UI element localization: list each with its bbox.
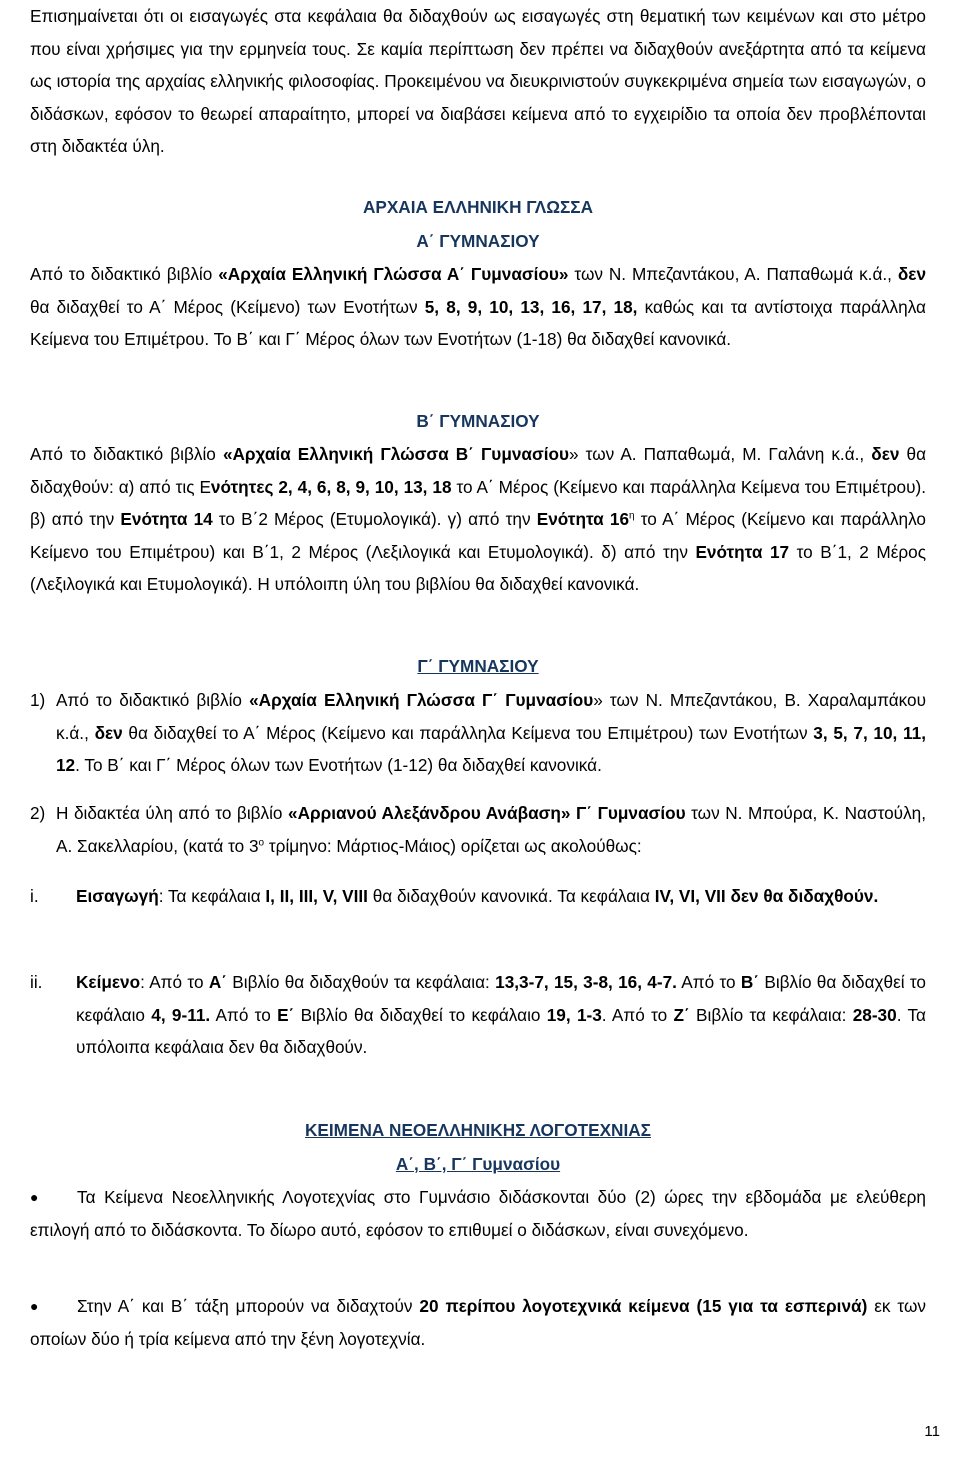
subitem-ii-text-6: Βιβλίο θα διδαχθεί το κεφάλαιο <box>294 1004 547 1025</box>
subitem-ii-number: ii. <box>30 972 43 992</box>
subitem-ii-chapters-a: 13,3-7, 15, 3-8, 16, 4-7. <box>495 972 677 992</box>
class-b-heading-text: Β΄ ΓΥΜΝΑΣΙΟΥ <box>416 411 540 431</box>
subitem-ii-book-b: Β΄ <box>740 972 760 992</box>
literature-subheading <box>30 1148 926 1181</box>
class-c-item-2-text-2: των Ν. Μπούρα, Κ. Ναστούλη, Α. Σακελλαρίου, (κατά το 3 <box>56 803 926 856</box>
subitem-ii-text-2: Βιβλίο θα διδαχθούν τα κεφάλαια: <box>226 972 496 992</box>
class-c-item-1-units: 3, 5, 7, 10, 11, 12 <box>56 722 926 775</box>
class-b-superscript: η <box>629 510 635 522</box>
literature-bullet-1 <box>30 1181 926 1246</box>
class-a-paragraph <box>30 258 926 356</box>
class-a-text-2: των Ν. Μπεζαντάκου, Α. Παπαθωμά κ.ά., <box>568 264 898 284</box>
class-c-item-2-text-1: Η διδακτέα ύλη από το βιβλίο <box>56 803 289 823</box>
literature-bullet-1-text: Τα Κείμενα Νεοελληνικής Λογοτεχνίας στο Γυμνάσιο διδάσκονται δύο (2) ώρες την εβδομάδα με ελεύθερη επιλογή από το διδάσκοντα. Το δίωρο αυτό, εφόσον το επιθυμεί ο διδάσκων, είναι συνεχόμενο. <box>30 1187 926 1240</box>
class-c-item-2-text <box>30 797 926 862</box>
bullet-icon: ● <box>30 1298 39 1314</box>
subitem-ii-text-1: : Από το <box>140 972 209 992</box>
class-b-heading <box>30 405 926 438</box>
class-a-not: δεν <box>897 264 926 284</box>
class-c-item-1-text-2: » των Ν. Μπεζαντάκου, Β. Χαραλαμπάκου κ.ά., <box>56 690 926 743</box>
section-heading-literature <box>30 1114 926 1147</box>
class-b-book-title: «Αρχαία Ελληνική Γλώσσα Β΄ Γυμνασίου <box>222 444 569 464</box>
class-b-units: νότητες 2, 4, 6, 8, 9, 10, 13, 18 <box>210 476 452 497</box>
literature-bullet-2 <box>30 1290 926 1355</box>
literature-heading: ΚΕΙΜΕΝΑ ΝΕΟΕΛΛΗΝΙΚΗΣ ΛΟΓΟΤΕΧΝΙΑΣ <box>305 1120 651 1140</box>
class-b-unit-17: Ενότητα 17 <box>695 541 790 562</box>
class-a-book-title: «Αρχαία Ελληνική Γλώσσα Α΄ Γυμνασίου» <box>218 264 569 284</box>
class-b-text-7: το Β΄1, 2 Μέρος (Λεξιλογικά και Ετυμολογικά). Η υπόλοιπη ύλη του βιβλίου θα διδαχθεί κανονικά. <box>30 541 926 594</box>
ancient-greek-heading: ΑΡΧΑΙΑ ΕΛΛΗΝΙΚΗ ΓΛΩΣΣΑ <box>362 197 594 217</box>
intro-paragraph <box>30 0 926 163</box>
subitem-ii-chapters-e: 19, 1-3 <box>546 1004 602 1025</box>
class-b-text-1: Από το διδακτικό βιβλίο <box>30 444 223 464</box>
class-b-paragraph <box>30 438 926 601</box>
class-c-item-1-text <box>30 684 926 782</box>
literature-bullet-2-text-2: εκ των οποίων δύο ή τρία κείμενα από την ξένη λογοτεχνία. <box>30 1296 926 1349</box>
class-c-item-1-number: 1) <box>30 690 46 710</box>
subitem-i-chapters: I, II, III, V, VIII <box>265 886 368 906</box>
subitem-ii-label: Κείμενο <box>76 972 141 992</box>
bullet-icon: ● <box>30 1189 39 1205</box>
class-c-item-2-text-3: τρίμηνο: Μάρτιος-Μάιος) ορίζεται ως ακολούθως: <box>264 835 642 856</box>
section-heading-ancient-greek <box>30 191 926 224</box>
subitem-ii-text-3: Από το <box>676 972 741 992</box>
class-a-text-3: θα διδαχθεί το Α΄ Μέρος (Κείμενο) των Ενοτήτων <box>30 296 425 317</box>
class-a-text-1: Από το διδακτικό βιβλίο <box>30 264 219 284</box>
class-c-item-1-text-4: . Το Β΄ και Γ΄ Μέρος όλων των Ενοτήτων (1-12) θα διδαχθεί κανονικά. <box>75 755 602 775</box>
subitem-ii-text-9: . Τα υπόλοιπα κεφάλαια δεν θα διδαχθούν. <box>76 1004 926 1057</box>
subitem-ii-text-8: Βιβλίο τα κεφάλαια: <box>689 1004 853 1025</box>
class-b-text-2: » των Α. Παπαθωμά, Μ. Γαλάνη κ.ά., <box>569 444 872 464</box>
subitem-ii-text-5: Από το <box>210 1004 278 1025</box>
class-a-units: 5, 8, 9, 10, 13, 16, 17, 18, <box>424 296 638 317</box>
class-c-item-2 <box>30 797 926 862</box>
class-c-heading-text: Γ΄ ΓΥΜΝΑΣΙΟΥ <box>417 656 539 676</box>
page-number: 11 <box>924 1423 940 1440</box>
subitem-i-number: i. <box>30 886 39 906</box>
class-b-unit-14: Ενότητα 14 <box>120 509 213 529</box>
class-c-item-2-superscript: ο <box>258 836 265 848</box>
class-c-item-1-not: δεν <box>94 722 123 743</box>
subitem-ii-text-4: Βιβλίο θα διδαχθεί το κεφάλαιο <box>76 972 926 1025</box>
subitem-i-text-2: θα διδαχθούν κανονικά. Τα κεφάλαια <box>367 886 655 906</box>
subitem-ii-book-a: Α΄ <box>208 972 227 992</box>
class-a-text-4: καθώς και τα αντίστοιχα παράλληλα Κείμενα του Επιμέτρου. Το Β΄ και Γ΄ Μέρος όλων των Ενοτήτων (1-18) θα διδαχθεί κανονικά. <box>30 296 926 349</box>
class-c-item-1-text-3: θα διδαχθεί το Α΄ Μέρος (Κείμενο και παράλληλα Κείμενα του Επιμέτρου) των Ενοτήτων <box>122 722 814 743</box>
literature-subheading-text: Α΄, Β΄, Γ΄ Γυμνασίου <box>395 1154 561 1174</box>
subitem-ii-text-7: . Από το <box>601 1004 674 1025</box>
class-b-not: δεν <box>871 444 900 464</box>
literature-bullet-2-count: 20 περίπου λογοτεχνικά κείμενα (15 για τα εσπερινά) <box>419 1296 868 1316</box>
class-a-heading-text: Α΄ ΓΥΜΝΑΣΙΟΥ <box>416 231 540 251</box>
literature-bullet-2-text <box>30 1290 926 1355</box>
subitem-i-text-1: : Τα κεφάλαια <box>158 886 266 906</box>
class-b-unit-16: Ενότητα 16 <box>536 509 630 529</box>
class-b-text-5: το Β΄2 Μέρος (Ετυμολογικά). γ) από την <box>212 509 537 529</box>
subitem-i-excluded: IV, VI, VII δεν θα διδαχθούν. <box>654 886 879 906</box>
class-b-text-6: το Α΄ Μέρος (Κείμενο και παράλληλο Κείμενο του Επιμέτρου) και Β΄1, 2 Μέρος (Λεξιλογικά και Ετυμολογικά). δ) από την <box>30 509 926 562</box>
subitem-ii-chapters-z: 28-30 <box>852 1004 897 1025</box>
subitem-ii-book-e: Ε΄ <box>277 1004 295 1025</box>
literature-bullet-2-text-1: Στην Α΄ και Β΄ τάξη μπορούν να διδαχτούν <box>77 1296 420 1316</box>
class-c-item-1-book-title: «Αρχαία Ελληνική Γλώσσα Γ΄ Γυμνασίου <box>249 690 594 710</box>
subitem-i-text <box>76 880 926 913</box>
class-c-item-1-text-1: Από το διδακτικό βιβλίο <box>56 690 250 710</box>
class-c-item-2-number: 2) <box>30 803 46 823</box>
subitem-i-intro: Εισαγωγή <box>76 886 159 906</box>
class-c-item-2-book-title: «Αρριανού Αλεξάνδρου Ανάβαση» Γ΄ Γυμνασίου <box>288 803 686 823</box>
subitem-ii-book-z: Ζ΄ <box>673 1004 690 1025</box>
class-a-heading <box>30 225 926 258</box>
subitem-ii-text <box>76 966 926 1064</box>
class-b-text-3: θα διδαχθούν: α) από τις Ε <box>30 444 927 497</box>
class-c-heading <box>30 650 926 683</box>
subitem-ii-chapters-b: 4, 9-11. <box>151 1004 211 1025</box>
class-c-item-1 <box>30 684 926 782</box>
intro-text: Επισημαίνεται ότι οι εισαγωγές στα κεφάλαια θα διδαχθούν ως εισαγωγές στη θεματική των κειμένων και στο μέτρο που είναι χρήσιμες για την ερμηνεία τους. Σε καμία περίπτωση δεν πρέπει να διδαχθούν ανεξάρτητα από τα κείμενα ως ιστορία της αρχαίας ελληνικής φιλοσοφίας. Προκειμένου να διευκρινιστούν συγκεκριμένα σημεία των εισαγωγών, ο διδάσκων, εφόσον το θεωρεί απαραίτητο, μπορεί να διαβάσει κείμενα από το εγχειρίδιο τα οποία δεν προβλέπονται στη διδακτέα ύλη. <box>30 6 926 156</box>
class-b-text-4: το Α΄ Μέρος (Κείμενο και παράλληλα Κείμενα του Επιμέτρου). β) από την <box>30 476 926 529</box>
